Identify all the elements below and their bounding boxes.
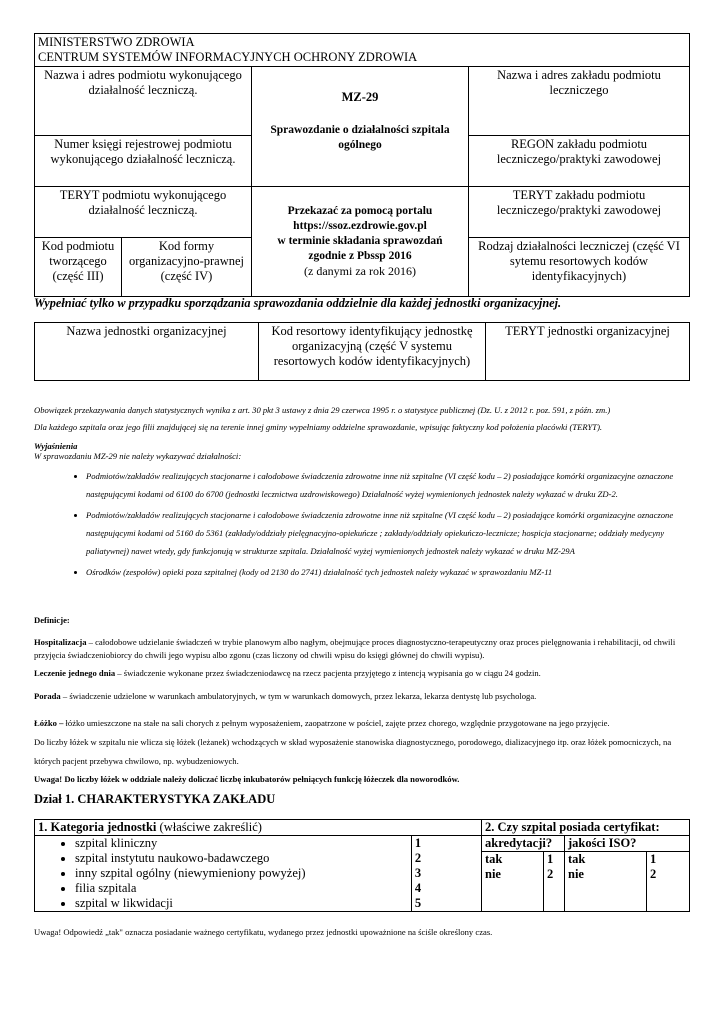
accreditation-yes[interactable]: tak: [485, 852, 503, 866]
explanations-title: Wyjaśnienia: [34, 441, 78, 451]
explanations-list: [34, 467, 690, 584]
category-item[interactable]: • szpital kliniczny: [75, 836, 411, 851]
unit-teryt-field[interactable]: TERYT jednostki organizacyjnej: [486, 323, 690, 381]
def-bed-text: łóżko umieszczone na stałe na sali chorych z pełnym wyposażeniem, zaopatrzone w pościel, zajęte przez chorego, względnie przygotowane na jego przyjęcie.: [63, 718, 610, 728]
iso-yes-code[interactable]: 1: [650, 852, 657, 866]
header-table: [34, 33, 690, 297]
iso-options: [565, 852, 647, 912]
def-hospitalization: [34, 636, 694, 662]
entity-name-field[interactable]: Nazwa i adres podmiotu wykonującego działalność leczniczą.: [35, 67, 252, 136]
explanation-item: • Podmiotów/zakładów realizujących stacjonarne i całodobowe świadczenia zdrowotne inne niż szpitalne (VI część kodu – 2) posiadające komórki organizacyjne oznaczone następującymi kodami od 6100 do 6700 (jednostki lecznictwa uzdrowiskowego) Działalność wyżej wymienionych jednostek należy wykazać w druku ZD-2.: [86, 467, 690, 503]
explanations-intro: W sprawozdaniu MZ-29 nie należy wykazywać działalności:: [34, 451, 242, 461]
activity-type-field[interactable]: Rodzaj działalności leczniczej (część VI sytemu resortowych kodów identyfikacyjnych): [469, 238, 690, 297]
iso-codes: [647, 852, 690, 912]
def-day-term: Leczenie jednego dnia: [34, 668, 116, 678]
center-name: CENTRUM SYSTEMÓW INFORMACYJNYCH OCHRONY ZDROWIA: [38, 50, 418, 64]
explanation-item: • Ośrodków (zespołów) opieki poza szpitalnej (kody od 2130 do 2741) działalność tych jednostek należy wykazać w sprawozdaniu MZ-11: [86, 563, 690, 581]
accreditation-yes-code[interactable]: 1: [547, 852, 554, 866]
section1-table: [34, 819, 690, 912]
attention-certificate: Uwaga! Odpowiedź „tak" oznacza posiadanie ważnego certyfikatu, wydanego przez jednostki upoważnione na ściśle określony czas.: [34, 927, 493, 937]
category-item[interactable]: • inny szpital ogólny (niewymieniony powyżej): [75, 866, 411, 881]
category-number[interactable]: 5: [414, 896, 422, 910]
category-item[interactable]: • szpital w likwidacji: [75, 896, 411, 911]
unit-code-field[interactable]: Kod resortowy identyfikujący jednostkę organizacyjną (część V systemu resortowych kodów identyfikacyjnych): [259, 323, 486, 381]
def-advice-text: – świadczenie udzielone w warunkach ambulatoryjnych, w tym w warunkach domowych, przez lekarza, lekarza dentystę lub psychologa.: [60, 691, 537, 701]
q1-header: [35, 820, 482, 836]
portal-line4: zgodnie z Pbssp 2016: [308, 250, 412, 262]
unit-name-field[interactable]: Nazwa jednostki organizacyjnej: [35, 323, 259, 381]
register-number-field[interactable]: Numer księgi rejestrowej podmiotu wykonującego działalność leczniczą.: [35, 136, 252, 187]
q2-title: 2. Czy szpital posiada certyfikat:: [482, 820, 690, 836]
def-day-text: – świadczenie wykonane przez świadczeniodawcę na rzecz pacjenta przyjętego z intencją wypisania go w ciągu 24 godzin.: [115, 668, 541, 678]
category-numbers: [411, 836, 481, 912]
iso-no-code[interactable]: 2: [650, 867, 657, 881]
category-list: [35, 836, 411, 911]
form-code: MZ-29: [341, 90, 379, 104]
iso-label: jakości ISO?: [565, 836, 690, 852]
branch-note: Dla każdego szpitala oraz jego filii znajdującej się na terenie innej gminy wypełniamy oddzielne sprawozdanie, wpisując faktyczny kod położenia placówki (TERYT).: [34, 422, 603, 432]
explanation-item: • Podmiotów/zakładów realizujących stacjonarne i całodobowe świadczenia zdrowotne inne niż szpitalne (VI część kodu – 2) posiadające komórki organizacyjne oznaczone następującymi kodami od 5160 do 5361 (zakłady/oddziały pielęgnacyjno-opiekuńcze ; zakłady/oddziały opiekuńczo-lecznicze; hospicja stacjonarne; oddziały medycyny paliatywnej) nawet wtedy, gdy funkcjonują w strukturze szpitala. Działalność wyżej wymienionych jednostek należy wykazać w druku MZ-29A: [86, 506, 690, 560]
def-day-treatment: [34, 667, 694, 680]
regon-field[interactable]: REGON zakładu podmiotu leczniczego/praktyki zawodowej: [469, 136, 690, 187]
def-bed: [34, 714, 694, 771]
portal-line1: Przekazać za pomocą portalu: [287, 205, 433, 217]
definitions-title: Definicje:: [34, 615, 70, 625]
form-title-cell: [252, 67, 469, 187]
facility-name-field[interactable]: Nazwa i adres zakładu podmiotu leczniczego: [469, 67, 690, 136]
accreditation-no-code[interactable]: 2: [547, 867, 554, 881]
def-bed-text2: Do liczby łóżek w szpitalu nie wlicza się łóżek (leżanek) wchodzących w skład wyposażenie stanowiska diagnostycznego, porodowego, dializacyjnego itp. oraz łóżek pomocniczych, na których pacjent przebywa chwilowo, np. wybudzeniowych.: [34, 737, 672, 766]
legal-form-code-field[interactable]: Kod formy organizacyjno-prawnej (część IV): [122, 238, 252, 297]
unit-table: [34, 322, 690, 381]
attention-incubators: Uwaga! Do liczby łóżek w oddziale należy doliczać liczbę inkubatorów pełniących funkcję łóżeczek dla noworodków.: [34, 774, 460, 784]
q1-hint: (właściwe zakreślić): [156, 820, 262, 834]
category-list-cell: [35, 836, 412, 912]
accreditation-options: [482, 852, 544, 912]
form-title: Sprawozdanie o działalności szpitala ogólnego: [270, 124, 450, 151]
accreditation-codes: [544, 852, 565, 912]
portal-line5: (z danymi za rok 2016): [304, 264, 416, 278]
category-item[interactable]: • filia szpitala: [75, 881, 411, 896]
def-bed-term: Łóżko –: [34, 718, 64, 728]
def-hosp-term: Hospitalizacja: [34, 637, 87, 647]
portal-url[interactable]: https://ssoz.ezdrowie.gov.pl: [293, 220, 427, 232]
creator-code-field[interactable]: Kod podmiotu tworzącego (część III): [35, 238, 122, 297]
category-item[interactable]: • szpital instytutu naukowo-badawczego: [75, 851, 411, 866]
unit-note: Wypełniać tylko w przypadku sporządzania sprawozdania oddzielnie dla każdej jednostki organizacyjnej.: [34, 296, 562, 310]
teryt-entity-field[interactable]: TERYT podmiotu wykonującego działalność leczniczą.: [35, 187, 252, 238]
section1-title: Dział 1. CHARAKTERYSTYKA ZAKŁADU: [34, 792, 276, 806]
def-hosp-text: – całodobowe udzielanie świadczeń w trybie planowym albo nagłym, obejmujące proces diagnostyczno-terapeutyczny oraz proces pielęgnowania i rehabilitacji, od chwili przyjęcia świadczeniobiorcy do chwili jego wypisu albo zgonu (czas liczony od chwili wpisu do księgi głównej do chwili wypisu).: [34, 637, 676, 660]
obligation-text: Obowiązek przekazywania danych statystycznych wynika z art. 30 pkt 3 ustawy z dnia 29 czerwca 1995 r. o statystyce publicznej (Dz. U. z 2012 r. poz. 591, z późn. zm.): [34, 405, 611, 415]
category-number[interactable]: 1: [414, 836, 422, 850]
accreditation-label: akredytacji?: [482, 836, 565, 852]
iso-yes[interactable]: tak: [568, 852, 586, 866]
teryt-facility-field[interactable]: TERYT zakładu podmiotu leczniczego/praktyki zawodowej: [469, 187, 690, 238]
def-advice: [34, 690, 694, 703]
q1-title: 1. Kategoria jednostki: [38, 820, 157, 834]
accreditation-no[interactable]: nie: [485, 867, 501, 881]
portal-info-cell: [252, 187, 469, 297]
iso-no[interactable]: nie: [568, 867, 584, 881]
def-advice-term: Porada: [34, 691, 61, 701]
portal-line3: w terminie składania sprawozdań: [277, 235, 443, 247]
category-number[interactable]: 2: [414, 851, 422, 865]
category-number[interactable]: 3: [414, 866, 422, 880]
ministry-cell: [35, 34, 690, 67]
category-number[interactable]: 4: [414, 881, 422, 895]
ministry-name: MINISTERSTWO ZDROWIA: [38, 35, 195, 49]
